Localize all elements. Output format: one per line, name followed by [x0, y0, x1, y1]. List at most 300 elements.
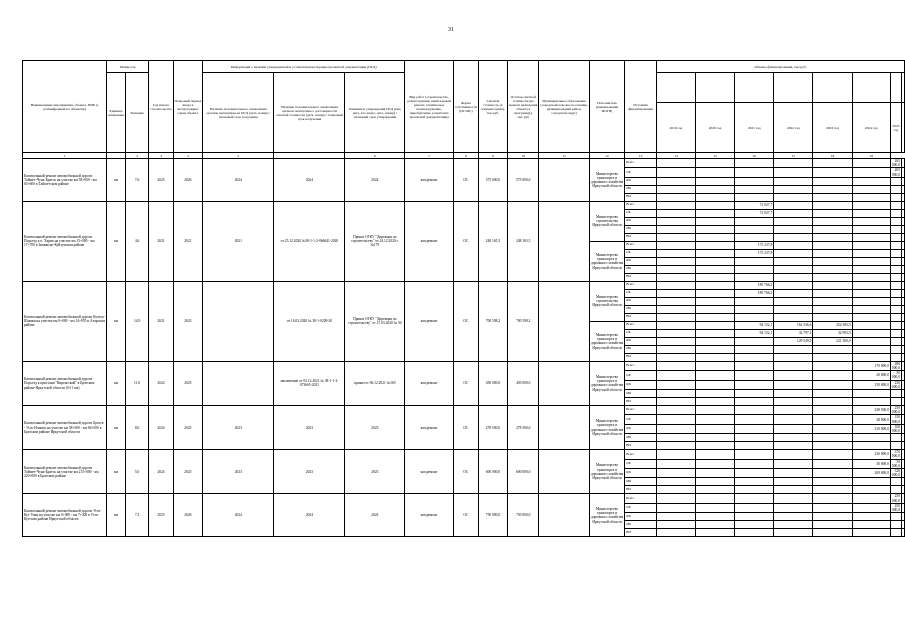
- funding-blank-cell: [902, 201, 905, 209]
- funding-cell: [656, 529, 695, 537]
- col-header-value: Значение: [125, 73, 149, 153]
- funding-blank-cell: [902, 442, 905, 450]
- source-cell: ОБ: [625, 415, 657, 424]
- funding-cell: [696, 321, 735, 329]
- funding-cell: [696, 281, 735, 289]
- funding-cell: [696, 513, 735, 521]
- funding-cell: [696, 406, 735, 415]
- funding-cell: [735, 469, 774, 478]
- funding-blank-cell: [902, 529, 905, 537]
- funding-cell: [813, 398, 852, 406]
- funding-cell: [696, 193, 735, 201]
- funding-cell: [735, 265, 774, 273]
- project-year-start: 2024: [149, 361, 173, 405]
- funding-cell: 280 000,0: [891, 361, 901, 371]
- funding-cell: [735, 503, 774, 512]
- funding-cell: [735, 225, 774, 233]
- funding-cell: [813, 486, 852, 494]
- project-year-start: 2021: [149, 201, 173, 281]
- col-number: 16: [735, 153, 774, 159]
- funding-cell: [735, 434, 774, 442]
- source-cell: ВИ: [625, 233, 657, 241]
- col-header-work-type: Вид работ (строительство, реконструкция, капитальный ремонт, техническое перевооружение, приобретение, разработка проектной документации): [405, 61, 454, 153]
- funding-cell: [890, 273, 901, 281]
- funding-cell: [696, 257, 735, 265]
- funding-cell: [735, 529, 774, 537]
- funding-cell: [774, 241, 813, 249]
- source-cell: Всего: [625, 361, 657, 370]
- funding-cell: [735, 257, 774, 265]
- project-year-start: 2021: [149, 281, 173, 361]
- funding-cell: [774, 469, 813, 478]
- funding-blank-cell: [902, 249, 905, 257]
- funding-cell: [774, 281, 813, 289]
- funding-cell: [774, 459, 813, 468]
- project-year-end: 2025: [173, 361, 203, 405]
- funding-cell: [774, 503, 813, 512]
- funding-cell: [774, 486, 813, 494]
- funding-cell: [890, 321, 901, 329]
- table-row: [23, 494, 905, 503]
- funding-cell: [735, 398, 774, 406]
- funding-cell: [813, 193, 852, 201]
- funding-cell: [656, 313, 695, 321]
- source-cell: ФБ: [625, 469, 657, 478]
- funding-cell: [735, 406, 774, 415]
- project-year-end: 2026: [173, 159, 203, 202]
- funding-cell: [813, 217, 852, 225]
- funding-cell: [813, 305, 852, 313]
- funding-blank-cell: [902, 329, 905, 337]
- source-cell: ВИ: [625, 486, 657, 494]
- project-year-start: 2025: [149, 494, 173, 537]
- source-cell: ВИ: [625, 193, 657, 201]
- funding-cell: [890, 249, 901, 257]
- funding-cell: [696, 486, 735, 494]
- funding-cell: [890, 297, 901, 305]
- funding-blank-cell: [902, 217, 905, 225]
- col-header-source: Источник финансирования: [625, 61, 657, 153]
- funding-cell: [890, 225, 901, 233]
- col-header-executor: Исполнитель (наименование ИОГВ): [589, 61, 624, 153]
- source-cell: ВИ: [625, 353, 657, 361]
- col-header-capacity: Мощность: [107, 61, 149, 73]
- funding-cell: [696, 459, 735, 468]
- funding-cell: [852, 442, 890, 450]
- source-cell: Всего: [625, 406, 657, 415]
- funding-cell: [656, 217, 695, 225]
- funding-cell: [890, 329, 901, 337]
- source-cell: ОБ: [625, 503, 657, 512]
- project-estimate: 700 598,2: [478, 281, 507, 361]
- funding-cell: [890, 313, 901, 321]
- col-header-blank: [902, 103, 905, 153]
- funding-cell: [774, 371, 813, 380]
- funding-cell: 189 766,2: [735, 281, 774, 289]
- funding-cell: [890, 486, 901, 494]
- funding-cell: [852, 177, 890, 185]
- funding-cell: [656, 321, 695, 329]
- funding-cell: [735, 168, 774, 177]
- project-work-type: кап.ремонт: [405, 406, 454, 450]
- funding-cell: 175 237,8: [735, 249, 774, 257]
- funding-cell: [774, 313, 813, 321]
- funding-cell: [735, 478, 774, 486]
- funding-cell: [656, 281, 695, 289]
- funding-blank-cell: [902, 225, 905, 233]
- source-cell: Всего: [625, 494, 657, 503]
- project-value: 4,6: [125, 201, 149, 281]
- col-header-year: 2022 год: [774, 103, 813, 153]
- funding-blank-cell: [902, 177, 905, 185]
- funding-cell: [852, 486, 890, 494]
- funding-cell: [735, 459, 774, 468]
- funding-cell: [656, 273, 695, 281]
- project-work-type: кап.ремонт: [405, 361, 454, 405]
- funding-cell: [852, 233, 890, 241]
- project-remainder: 600 000,0: [508, 450, 539, 494]
- table-row: [23, 406, 905, 415]
- project-estimate: 450 000,0: [478, 361, 507, 405]
- funding-blank-cell: [902, 321, 905, 329]
- funding-cell: [852, 209, 890, 217]
- funding-cell: 32 993,3: [813, 329, 852, 337]
- funding-cell: [813, 345, 852, 353]
- funding-blank-cell: [902, 390, 905, 398]
- source-cell: ФБ: [625, 217, 657, 225]
- funding-cell: 250 000,0: [891, 494, 901, 503]
- funding-cell: [696, 313, 735, 321]
- project-pd-reliability: заключение от 02.12.2021 № 38-1-1-2-073665-2021: [274, 361, 345, 405]
- funding-cell: [774, 380, 813, 389]
- funding-cell: [852, 321, 890, 329]
- funding-cell: [774, 249, 813, 257]
- source-cell: ОБ: [625, 209, 657, 217]
- funding-blank-cell: [902, 478, 905, 486]
- project-estimate: 278 500,0: [478, 406, 507, 450]
- funding-cell: [774, 353, 813, 361]
- col-number: 13: [625, 153, 657, 159]
- funding-cell: [852, 478, 890, 486]
- funding-cell: [890, 185, 901, 193]
- funding-blank-cell: [902, 406, 905, 415]
- project-work-type: кап.ремонт: [405, 159, 454, 202]
- funding-cell: [735, 390, 774, 398]
- funding-cell: [656, 398, 695, 406]
- funding-cell: [696, 177, 735, 185]
- project-year-end: 2021: [173, 201, 203, 281]
- project-year-end: 2026: [173, 494, 203, 537]
- executor-cell: Министерство транспорта и дорожного хозяйства Иркутской области: [589, 159, 624, 202]
- funding-cell: [735, 513, 774, 521]
- source-cell: МБ: [625, 265, 657, 273]
- funding-cell: [774, 225, 813, 233]
- funding-cell: [696, 249, 735, 257]
- funding-cell: 72 927,7: [735, 209, 774, 217]
- funding-cell: [852, 398, 890, 406]
- funding-blank-cell: [902, 273, 905, 281]
- project-name: Капитальный ремонт автомобильной дороги Подъезд к пристани "Киренгский" в Братском районе Иркутской области (0-11 км): [23, 361, 107, 405]
- funding-cell: [735, 185, 774, 193]
- funding-cell: 238 500,0: [852, 406, 890, 415]
- funding-cell: [696, 345, 735, 353]
- funding-cell: [696, 225, 735, 233]
- funding-cell: [696, 297, 735, 305]
- col-number: 19: [852, 153, 890, 159]
- project-year-end: 2025: [173, 406, 203, 450]
- funding-blank-cell: [902, 345, 905, 353]
- funding-cell: [813, 371, 852, 380]
- funding-cell: [735, 521, 774, 529]
- project-pd-reliability: 2024: [274, 494, 345, 537]
- col-number: 10: [508, 153, 539, 159]
- funding-cell: [774, 289, 813, 297]
- col-number: 7: [405, 153, 454, 159]
- funding-cell: [852, 257, 890, 265]
- funding-cell: 230 000,0: [852, 450, 890, 459]
- source-cell: МБ: [625, 390, 657, 398]
- funding-cell: [656, 337, 695, 345]
- funding-cell: 170 000,0: [852, 361, 890, 370]
- page-number: 31: [448, 27, 454, 33]
- funding-cell: [735, 371, 774, 380]
- funding-cell: [852, 217, 890, 225]
- funding-cell: [890, 201, 901, 209]
- project-pd-positive: [203, 281, 274, 361]
- funding-cell: [696, 217, 735, 225]
- source-cell: МБ: [625, 478, 657, 486]
- funding-cell: [813, 201, 852, 209]
- funding-cell: [852, 503, 890, 512]
- funding-cell: [813, 390, 852, 398]
- funding-cell: [696, 305, 735, 313]
- funding-cell: [656, 459, 695, 468]
- funding-cell: [656, 265, 695, 273]
- funding-cell: 230 000,0: [891, 380, 901, 389]
- funding-cell: [656, 329, 695, 337]
- funding-cell: [813, 225, 852, 233]
- executor-cell: Министерство транспорта и дорожного хозяйства Иркутской области: [589, 241, 624, 281]
- funding-blank-cell: [902, 434, 905, 442]
- col-header-blank: [902, 73, 905, 103]
- funding-cell: [774, 398, 813, 406]
- funding-cell: [774, 529, 813, 537]
- executor-cell: Министерство строительства Иркутской области: [589, 201, 624, 241]
- project-municipality: [539, 159, 589, 202]
- funding-cell: [774, 265, 813, 273]
- col-header-year: 2019 год: [656, 103, 695, 153]
- col-number: 14: [656, 153, 695, 159]
- funding-cell: [852, 345, 890, 353]
- project-remainder: 278 500,0: [508, 406, 539, 450]
- project-ownership: ОС: [453, 361, 478, 405]
- col-header-pd-approval: Реквизиты утверждения ПСД (вид акта, кто издал, дата, номер) / плановый срок утверждения: [345, 73, 405, 153]
- funding-cell: 50 000,0: [891, 371, 901, 380]
- funding-cell: [852, 225, 890, 233]
- funding-cell: 100 000,0: [891, 424, 901, 434]
- project-pd-approval: 2024: [345, 494, 405, 537]
- funding-cell: [890, 281, 901, 289]
- funding-cell: [696, 529, 735, 537]
- funding-blank-cell: [902, 450, 905, 459]
- source-cell: ОБ: [625, 168, 657, 177]
- funding-cell: [852, 193, 890, 201]
- funding-cell: [656, 249, 695, 257]
- col-number: 6: [345, 153, 405, 159]
- executor-cell: Министерство транспорта и дорожного хозяйства Иркутской области: [589, 494, 624, 537]
- funding-cell: [735, 273, 774, 281]
- project-work-type: кап.ремонт: [405, 201, 454, 281]
- project-municipality: [539, 281, 589, 361]
- source-cell: ОБ: [625, 371, 657, 380]
- funding-cell: [735, 361, 774, 370]
- funding-cell: [696, 450, 735, 459]
- funding-cell: [696, 424, 735, 433]
- funding-cell: [813, 185, 852, 193]
- project-name: Капитальный ремонт автомобильной дороги Усть-Кут-Уоян на участке км 0+000 - км 7+300 в Усть-Кутском районе Иркутской области: [23, 494, 107, 537]
- col-number: 9: [478, 153, 507, 159]
- funding-cell: [696, 503, 735, 512]
- funding-cell: 129 549,5: [774, 337, 813, 345]
- funding-cell: [696, 478, 735, 486]
- funding-cell: [813, 241, 852, 249]
- source-cell: ВИ: [625, 529, 657, 537]
- funding-cell: [774, 217, 813, 225]
- funding-blank-cell: [902, 398, 905, 406]
- project-year-start: 2024: [149, 406, 173, 450]
- funding-cell: 254 383,3: [813, 321, 852, 329]
- project-pd-approval: 2023: [345, 450, 405, 494]
- funding-cell: [890, 265, 901, 273]
- funding-cell: [735, 159, 774, 168]
- funding-blank-cell: [902, 168, 905, 177]
- project-pd-reliability: от 25.12.2020 №38-1-1-2-066641-2020: [274, 201, 345, 281]
- funding-cell: [656, 297, 695, 305]
- source-cell: ВИ: [625, 442, 657, 450]
- funding-cell: [890, 398, 901, 406]
- funding-cell: [735, 337, 774, 345]
- funding-cell: 265 000,0: [891, 159, 901, 168]
- col-header-blank: [852, 73, 890, 103]
- project-year-end: 2025: [173, 450, 203, 494]
- funding-cell: [656, 450, 695, 459]
- col-header-pd-reliability: Наличие положительного заключения органов экспертизы о достоверности сметной стоимости (дата, номер) / плановый срок получения: [274, 73, 345, 153]
- table-row: [23, 159, 905, 168]
- project-pd-reliability: 2024: [274, 159, 345, 202]
- project-value: 14,9: [125, 281, 149, 361]
- source-cell: Всего: [625, 241, 657, 249]
- funding-cell: [813, 380, 852, 389]
- col-number: 2: [125, 153, 149, 159]
- funding-cell: [774, 424, 813, 433]
- funding-blank-cell: [902, 257, 905, 265]
- source-cell: Всего: [625, 159, 657, 168]
- project-pd-positive: 2023: [203, 450, 274, 494]
- funding-cell: [813, 289, 852, 297]
- funding-blank-cell: [902, 297, 905, 305]
- source-cell: ВИ: [625, 273, 657, 281]
- funding-cell: 94 152,1: [735, 329, 774, 337]
- funding-cell: [656, 345, 695, 353]
- funding-cell: [696, 241, 735, 249]
- funding-cell: 150 000,0: [891, 415, 901, 424]
- funding-cell: [813, 353, 852, 361]
- project-year-start: 2024: [149, 450, 173, 494]
- funding-cell: 250 000,0: [891, 503, 901, 513]
- funding-blank-cell: [902, 521, 905, 529]
- funding-cell: [774, 159, 813, 168]
- funding-cell: [696, 390, 735, 398]
- funding-cell: [890, 233, 901, 241]
- col-header-year: 2025 год: [890, 103, 901, 153]
- funding-cell: [813, 257, 852, 265]
- funding-blank-cell: [902, 371, 905, 380]
- project-value: 7,3: [125, 494, 149, 537]
- col-number: 15: [696, 153, 735, 159]
- col-header-year: 2021 год: [735, 103, 774, 153]
- funding-cell: [656, 201, 695, 209]
- funding-cell: [656, 289, 695, 297]
- project-name: Капитальный ремонт автомобильной дороги Подъезд к п. Харик на участке км 15+000 - км 17+700 в Зиминско-Куйтунском районе: [23, 201, 107, 281]
- col-number: 17: [774, 153, 813, 159]
- funding-blank-cell: [902, 185, 905, 193]
- project-unit: км: [107, 201, 126, 281]
- funding-cell: [852, 273, 890, 281]
- funding-cell: [852, 241, 890, 249]
- funding-cell: [774, 257, 813, 265]
- funding-cell: [813, 281, 852, 289]
- source-cell: ОБ: [625, 289, 657, 297]
- executor-cell: Министерство строительства Иркутской области: [589, 281, 624, 321]
- funding-cell: [774, 415, 813, 424]
- source-cell: ФБ: [625, 380, 657, 389]
- funding-cell: [774, 305, 813, 313]
- funding-cell: [813, 521, 852, 529]
- project-ownership: ОС: [453, 159, 478, 202]
- project-name: Капитальный ремонт автомобильной дороги Култук-Шимки на участке км 0+000 - км 14+955 в Аларском районе: [23, 281, 107, 361]
- funding-cell: [813, 361, 852, 370]
- funding-cell: [696, 329, 735, 337]
- funding-cell: 189 766,2: [735, 289, 774, 297]
- funding-cell: [696, 380, 735, 389]
- funding-cell: [813, 415, 852, 424]
- funding-cell: [774, 168, 813, 177]
- funding-blank-cell: [902, 193, 905, 201]
- funding-cell: [656, 469, 695, 478]
- col-header-pd-positive: Наличие положительного заключения органов экспертизы на ПСД (дата, номер) / плановый срок получения: [203, 73, 274, 153]
- col-header-remainder: Остаток сметной стоимости (на момент включения объекта в программу), тыс.руб: [508, 61, 539, 153]
- project-pd-approval: приказ от 06.12.2021 №165: [345, 361, 405, 405]
- executor-cell: Министерство транспорта и дорожного хозяйства Иркутской области: [589, 321, 624, 361]
- project-remainder: 450 000,0: [508, 361, 539, 405]
- funding-blank-cell: [902, 289, 905, 297]
- project-unit: км: [107, 159, 126, 202]
- source-cell: ФБ: [625, 513, 657, 521]
- table-row: [23, 281, 905, 289]
- funding-cell: [852, 289, 890, 297]
- funding-cell: [696, 233, 735, 241]
- project-estimate: 750 000,0: [478, 494, 507, 537]
- investment-program-table: [22, 60, 905, 537]
- col-header-ownership: Форма собственности (ОС/МС): [453, 61, 478, 153]
- funding-cell: [774, 442, 813, 450]
- funding-cell: [774, 494, 813, 503]
- funding-cell: [852, 305, 890, 313]
- col-number: 4: [173, 153, 203, 159]
- funding-cell: [696, 337, 735, 345]
- funding-cell: [696, 265, 735, 273]
- funding-cell: 72 927,7: [735, 201, 774, 209]
